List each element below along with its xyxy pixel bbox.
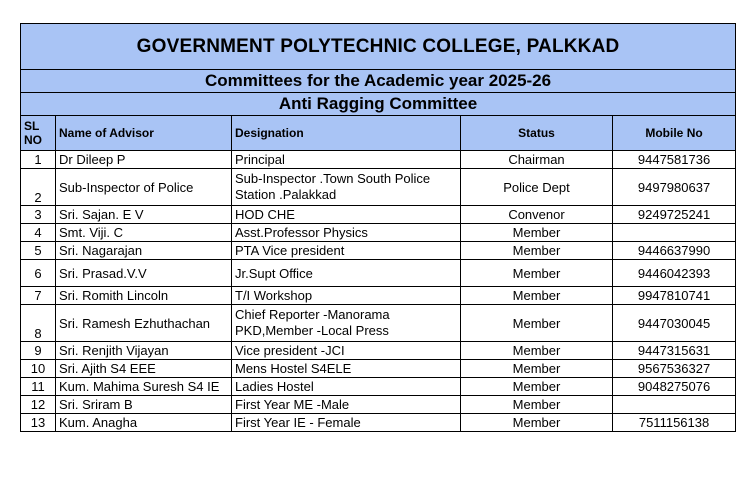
cell-designation: Jr.Supt Office	[232, 260, 461, 287]
header-status: Status	[461, 116, 613, 151]
cell-name: Dr Dileep P	[56, 151, 232, 169]
cell-name: Sri. Ajith S4 EEE	[56, 360, 232, 378]
cell-name: Sri. Sajan. E V	[56, 206, 232, 224]
committee-name: Anti Ragging Committee	[21, 93, 736, 116]
cell-designation: Asst.Professor Physics	[232, 224, 461, 242]
cell-sl: 4	[21, 224, 56, 242]
cell-status: Chairman	[461, 151, 613, 169]
cell-name: Sri. Nagarajan	[56, 242, 232, 260]
cell-designation: First Year ME -Male	[232, 396, 461, 414]
academic-year-subtitle: Committees for the Academic year 2025-26	[21, 70, 736, 93]
cell-designation: Principal	[232, 151, 461, 169]
table-row	[21, 224, 736, 242]
cell-name: Sri. Romith Lincoln	[56, 287, 232, 305]
table-row	[21, 342, 736, 360]
cell-mobile: 9447581736	[613, 151, 736, 169]
cell-designation: T/I Workshop	[232, 287, 461, 305]
table-row	[21, 396, 736, 414]
cell-status: Member	[461, 287, 613, 305]
table-row	[21, 151, 736, 169]
cell-mobile: 9447315631	[613, 342, 736, 360]
cell-designation: Vice president -JCI	[232, 342, 461, 360]
cell-designation: Mens Hostel S4ELE	[232, 360, 461, 378]
cell-status: Member	[461, 260, 613, 287]
cell-mobile: 9447030045	[613, 305, 736, 342]
cell-status: Member	[461, 414, 613, 432]
cell-name: Kum. Mahima Suresh S4 IE	[56, 378, 232, 396]
cell-sl: 5	[21, 242, 56, 260]
cell-sl: 11	[21, 378, 56, 396]
header-name: Name of Advisor	[56, 116, 232, 151]
header-designation: Designation	[232, 116, 461, 151]
cell-mobile: 9497980637	[613, 169, 736, 206]
cell-name: Kum. Anagha	[56, 414, 232, 432]
table-row	[21, 414, 736, 432]
table-row	[21, 206, 736, 224]
cell-status: Member	[461, 342, 613, 360]
page-title: GOVERNMENT POLYTECHNIC COLLEGE, PALKKAD	[21, 24, 736, 70]
table-row	[21, 260, 736, 287]
table-row	[21, 378, 736, 396]
cell-mobile: 9947810741	[613, 287, 736, 305]
cell-mobile: 9446637990	[613, 242, 736, 260]
cell-sl: 8	[21, 305, 56, 342]
table-header-row	[21, 116, 736, 151]
cell-status: Member	[461, 242, 613, 260]
table-row	[21, 287, 736, 305]
cell-sl: 6	[21, 260, 56, 287]
committee-sheet	[20, 23, 735, 432]
cell-sl: 7	[21, 287, 56, 305]
cell-status: Member	[461, 360, 613, 378]
cell-status: Member	[461, 224, 613, 242]
cell-designation: First Year IE - Female	[232, 414, 461, 432]
cell-name: Sri. Sriram B	[56, 396, 232, 414]
cell-sl: 3	[21, 206, 56, 224]
cell-sl: 1	[21, 151, 56, 169]
table-row	[21, 242, 736, 260]
table-row	[21, 360, 736, 378]
cell-name: Smt. Viji. C	[56, 224, 232, 242]
cell-designation: HOD CHE	[232, 206, 461, 224]
header-mobile: Mobile No	[613, 116, 736, 151]
cell-designation: Ladies Hostel	[232, 378, 461, 396]
cell-mobile	[613, 224, 736, 242]
cell-status: Member	[461, 396, 613, 414]
cell-mobile: 9567536327	[613, 360, 736, 378]
header-sl-no: SL NO	[21, 116, 56, 151]
cell-sl: 12	[21, 396, 56, 414]
cell-status: Police Dept	[461, 169, 613, 206]
cell-sl: 13	[21, 414, 56, 432]
table-row	[21, 305, 736, 342]
cell-name: Sri. Renjith Vijayan	[56, 342, 232, 360]
committee-table	[20, 23, 736, 432]
cell-name: Sri. Ramesh Ezhuthachan	[56, 305, 232, 342]
cell-name: Sub-Inspector of Police	[56, 169, 232, 206]
cell-sl: 10	[21, 360, 56, 378]
cell-mobile: 9446042393	[613, 260, 736, 287]
cell-status: Member	[461, 378, 613, 396]
cell-status: Member	[461, 305, 613, 342]
cell-mobile	[613, 396, 736, 414]
table-row	[21, 169, 736, 206]
cell-sl: 2	[21, 169, 56, 206]
cell-name: Sri. Prasad.V.V	[56, 260, 232, 287]
cell-designation: Sub-Inspector .Town South Police Station .Palakkad	[232, 169, 461, 206]
cell-mobile: 7511156138	[613, 414, 736, 432]
cell-mobile: 9048275076	[613, 378, 736, 396]
cell-designation: Chief Reporter -Manorama PKD,Member -Local Press	[232, 305, 461, 342]
cell-sl: 9	[21, 342, 56, 360]
cell-mobile: 9249725241	[613, 206, 736, 224]
cell-status: Convenor	[461, 206, 613, 224]
cell-designation: PTA Vice president	[232, 242, 461, 260]
